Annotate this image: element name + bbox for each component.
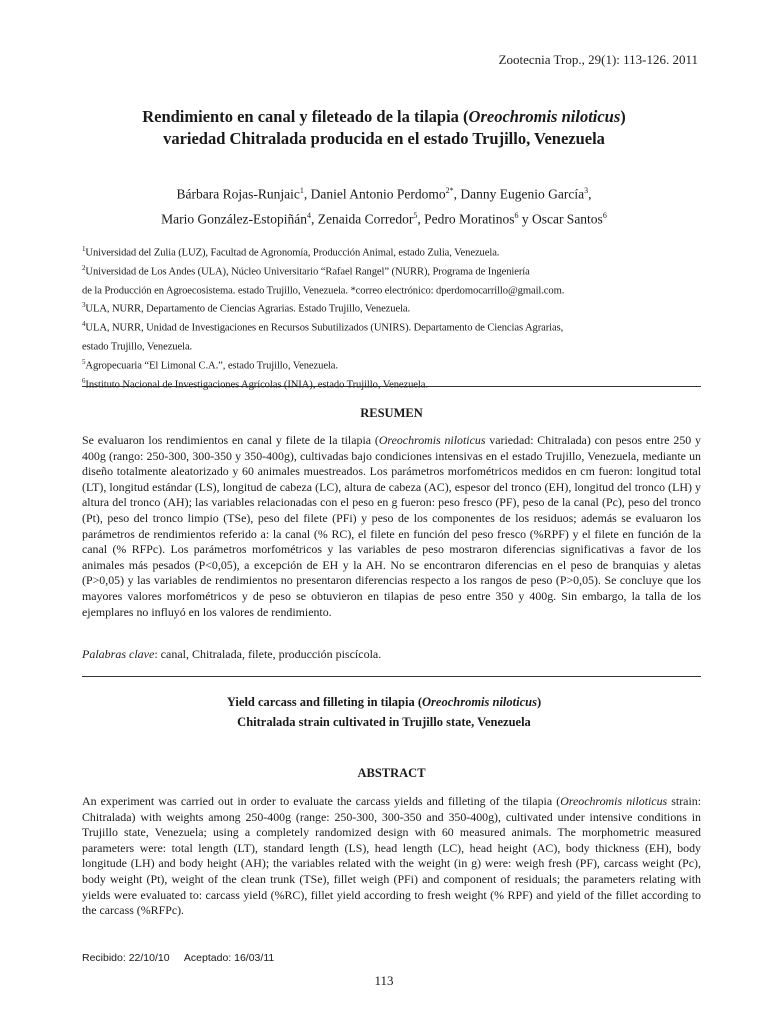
author: Mario González-Estopiñán [161, 211, 307, 226]
affiliations [82, 242, 702, 393]
title-line-2: variedad Chitralada producida en el estado Trujillo, Venezuela [163, 129, 605, 148]
author: Bárbara Rojas-Runjaic [176, 186, 300, 202]
keywords [82, 647, 701, 662]
abstract-heading: ABSTRACT [357, 766, 426, 780]
author: Daniel Antonio Perdomo [310, 186, 446, 202]
affiliation-line: $^3$ULA, NURR, Departamento de Ciencias Agrarias. Estado Trujillo, Venezuela. [82, 301, 411, 316]
accepted-date: Aceptado: 16/03/11 [183, 952, 275, 964]
english-title-line-2: Chitralada strain cultivated in Trujillo state, Venezuela [237, 715, 531, 729]
author: Zenaida Corredor [317, 211, 414, 226]
affiliation-line: $^5$Agropecuaria “El Limonal C.A.”, estado Trujillo, Venezuela. [82, 357, 338, 372]
resumen-heading: RESUMEN [360, 406, 423, 420]
divider [82, 386, 701, 387]
affiliation-line: $^4$ULA, NURR, Unidad de Investigaciones en Recursos Subutilizados (UNIRS). Departamento de Ciencias Agrarias, [82, 320, 564, 334]
author: Oscar Santos [531, 211, 603, 226]
affiliation-line: $^1$Universidad del Zulia (LUZ), Facultad de Agronomía, Producción Animal, estado Zulia, Venezuela. [82, 245, 500, 259]
title-species: Oreochromis niloticus [468, 107, 621, 126]
english-title-line-1: Yield carcass and filleting in tilapia (Oreochromis niloticus) [226, 695, 542, 709]
author-line-1: Bárbara Rojas-Runjaic$^1$, Daniel Antonio Perdomo$^{2*}$, Danny Eugenio García$^3$, [176, 186, 592, 202]
title-line-1: Rendimiento en canal y fileteado de la tilapia (Oreochromis niloticus) [142, 107, 626, 126]
author-line-2: Mario González-Estopiñán$^4$, Zenaida Corredor$^5$, Pedro Moratinos$^6$ y Oscar Santos$^6$ [161, 210, 607, 226]
submission-dates [82, 952, 286, 964]
resumen-species: Oreochromis niloticus [378, 433, 486, 447]
affiliation-line: de la Producción en Agroecosistema. estado Trujillo, Venezuela. *correo electrónico: dperdomocarrillo@gmail.com. [82, 285, 565, 297]
resumen-text: Se evaluaron los rendimientos en canal y filete de la tilapia (Oreochromis niloticus variedad: Chitralada) con pesos entre 250 y 400g (rango: 250-300, 300-350 y 350-400g), cultivadas bajo condiciones intensivas en el estado Trujillo, Venezuela, mediante un diseño totalmente aleatorizado y 60 animales muestreados. Los parámetros morfométricos medidos en cm fueron: longitud total (LT), longitud estándar (LS), longitud de cabeza (LC), altura de cabeza (AC), espesor del tronco (EH), longitud del tronco (LH) y altura del tronco (AH); las variables relacionadas con el peso en g fueron: peso fresco (PF), peso de la canal (Pc), peso del tronco (Pt), peso del tronco limpio (TSe), peso del filete (PFi) y peso de los componentes de los residuos; además se evaluaron los parámetros de rendimientos referido a: la canal (% RC), el filete en función del peso fresco (%RPF) y el filete en función de la canal (% RFPc). Los parámetros morfométricos y las variables de peso mostraron diferencias significativas a favor de los animales más pesados (P<0,05), a excepción de EH y la AH. No se encontraron diferencias en el peso de branquias y aletas (P>0,05) y las variables de rendimientos no presentaron diferencias respecto a los rangos de peso (P>0,05). Se concluye que los mayores valores morfométricos y de peso se obtuvieron en tilapias de peso entre 350 y 400g. Sin embargo, la talla de los ejemplares no influyó en los valores de rendimiento. [82, 433, 701, 619]
english-title-species: Oreochromis niloticus [422, 695, 537, 709]
received-date: Recibido: 22/10/10 [82, 952, 170, 964]
affiliation-line: estado Trujillo, Venezuela. [82, 341, 193, 353]
keywords-text: : canal, Chitralada, filete, producción piscícola. [154, 647, 382, 661]
article-title [84, 106, 684, 150]
author-list [84, 180, 684, 229]
english-title [84, 692, 684, 732]
author: Pedro Moratinos [424, 211, 515, 226]
affiliation-line: $^2$Universidad de Los Andes (ULA), Núcleo Universitario “Rafael Rangel” (NURR), Programa de Ingeniería [82, 263, 530, 278]
abstract-species: Oreochromis niloticus [560, 794, 668, 808]
journal-citation: Zootecnia Trop., 29(1): 113-126. 2011 [498, 52, 698, 67]
page-number: 113 [374, 973, 394, 988]
affiliation-line: $^6$Instituto Nacional de Investigaciones Agrícolas (INIA), estado Trujillo, Venezuela. [82, 376, 428, 391]
divider [82, 676, 701, 677]
keywords-label: Palabras clave [82, 647, 155, 661]
abstract-text: An experiment was carried out in order to evaluate the carcass yields and filleting of the tilapia (Oreochromis niloticus strain: Chitralada) with weights among 250-400g (range: 250-300, 300-350 and 350-400g), cultivated under intensive conditions in Trujillo state, Venezuela; using a completely randomized design with 60 measured animals. The morphometric measured parameters were: total length (LT), standard length (LS), head length (LC), head height (AC), body thickness (EH), body longitude (LH) and body height (AH); the variables related with the weight (in g) were: weigh fresh (PF), carcass weight (Pc), body weight (Pt), weight of the clean trunk (TSe), fillet weigh (PFi) and component of residuals; the parameters relating with yields were evaluated to: carcass yield (%RC), fillet yield according to fresh weight (% RPF) and yield of the fillet according to the carcass (%RFPc). [82, 794, 702, 918]
author: Danny Eugenio García [460, 186, 585, 202]
